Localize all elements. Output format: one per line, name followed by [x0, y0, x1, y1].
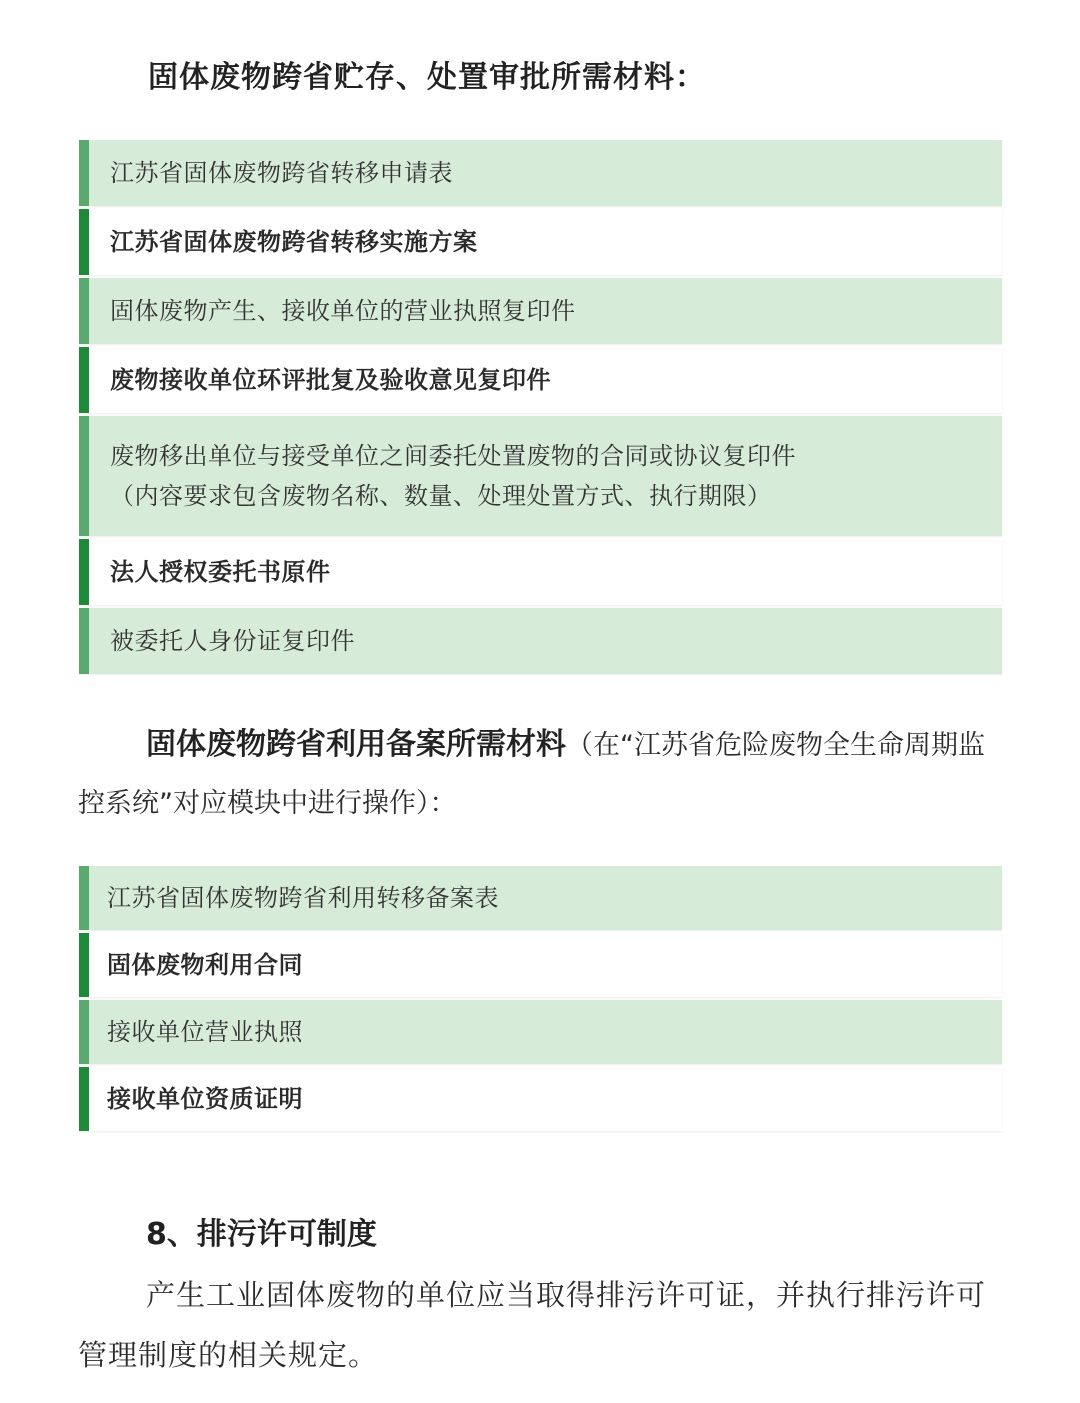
- row-accent-bar: [79, 608, 89, 674]
- row-accent-bar: [79, 1067, 89, 1131]
- section1-materials-list: [79, 140, 1002, 677]
- row-accent-bar: [79, 416, 89, 536]
- section2-title: 固体废物跨省利用备案所需材料: [146, 727, 566, 762]
- list-item: [79, 140, 1002, 206]
- list-item: [79, 209, 1002, 275]
- list-item: [79, 416, 1002, 536]
- list-item-text-line1: 废物移出单位与接受单位之间委托处置废物的合同或协议复印件: [110, 442, 796, 470]
- section2-materials-list: [79, 866, 1002, 1134]
- list-item: [79, 539, 1002, 605]
- row-accent-bar: [79, 1000, 89, 1064]
- list-item-text: 接收单位资质证明: [107, 1085, 303, 1113]
- list-item-text: 法人授权委托书原件: [110, 558, 331, 586]
- list-item-text-line2: （内容要求包含废物名称、数量、处理处置方式、执行期限）: [110, 482, 772, 510]
- list-item-text: 接收单位营业执照: [107, 1018, 303, 1046]
- list-item-text: 被委托人身份证复印件: [110, 627, 355, 655]
- list-item: [79, 933, 1002, 997]
- list-item-text: 固体废物产生、接收单位的营业执照复印件: [110, 297, 576, 325]
- list-item-text: 固体废物利用合同: [107, 951, 303, 979]
- list-item: [79, 1000, 1002, 1064]
- list-item-text: 废物接收单位环评批复及验收意见复印件: [110, 366, 551, 394]
- row-accent-bar: [79, 933, 89, 997]
- section3-body: 产生工业固体废物的单位应当取得排污许可证，并执行排污许可管理制度的相关规定。: [78, 1278, 987, 1372]
- section2-intro: [78, 716, 1002, 833]
- list-item-text: 江苏省固体废物跨省利用转移备案表: [107, 884, 499, 912]
- section3-title: 8、排污许可制度: [146, 1217, 377, 1252]
- list-item: [79, 1067, 1002, 1131]
- list-item-text: 江苏省固体废物跨省转移申请表: [110, 159, 453, 187]
- row-accent-bar: [79, 539, 89, 605]
- list-item-text: [110, 436, 796, 516]
- list-item: [79, 608, 1002, 674]
- row-accent-bar: [79, 278, 89, 344]
- row-accent-bar: [79, 347, 89, 413]
- section1-title: 固体废物跨省贮存、处置审批所需材料：: [148, 60, 706, 95]
- row-accent-bar: [79, 140, 89, 206]
- row-accent-bar: [79, 866, 89, 930]
- list-item-text: 江苏省固体废物跨省转移实施方案: [110, 228, 478, 256]
- row-accent-bar: [79, 209, 89, 275]
- list-item: [79, 278, 1002, 344]
- section2-note: （在“江苏省危险废物全生命周期监控系统”对应模块中进行操作）：: [78, 730, 985, 819]
- list-item: [79, 347, 1002, 413]
- list-item: [79, 866, 1002, 930]
